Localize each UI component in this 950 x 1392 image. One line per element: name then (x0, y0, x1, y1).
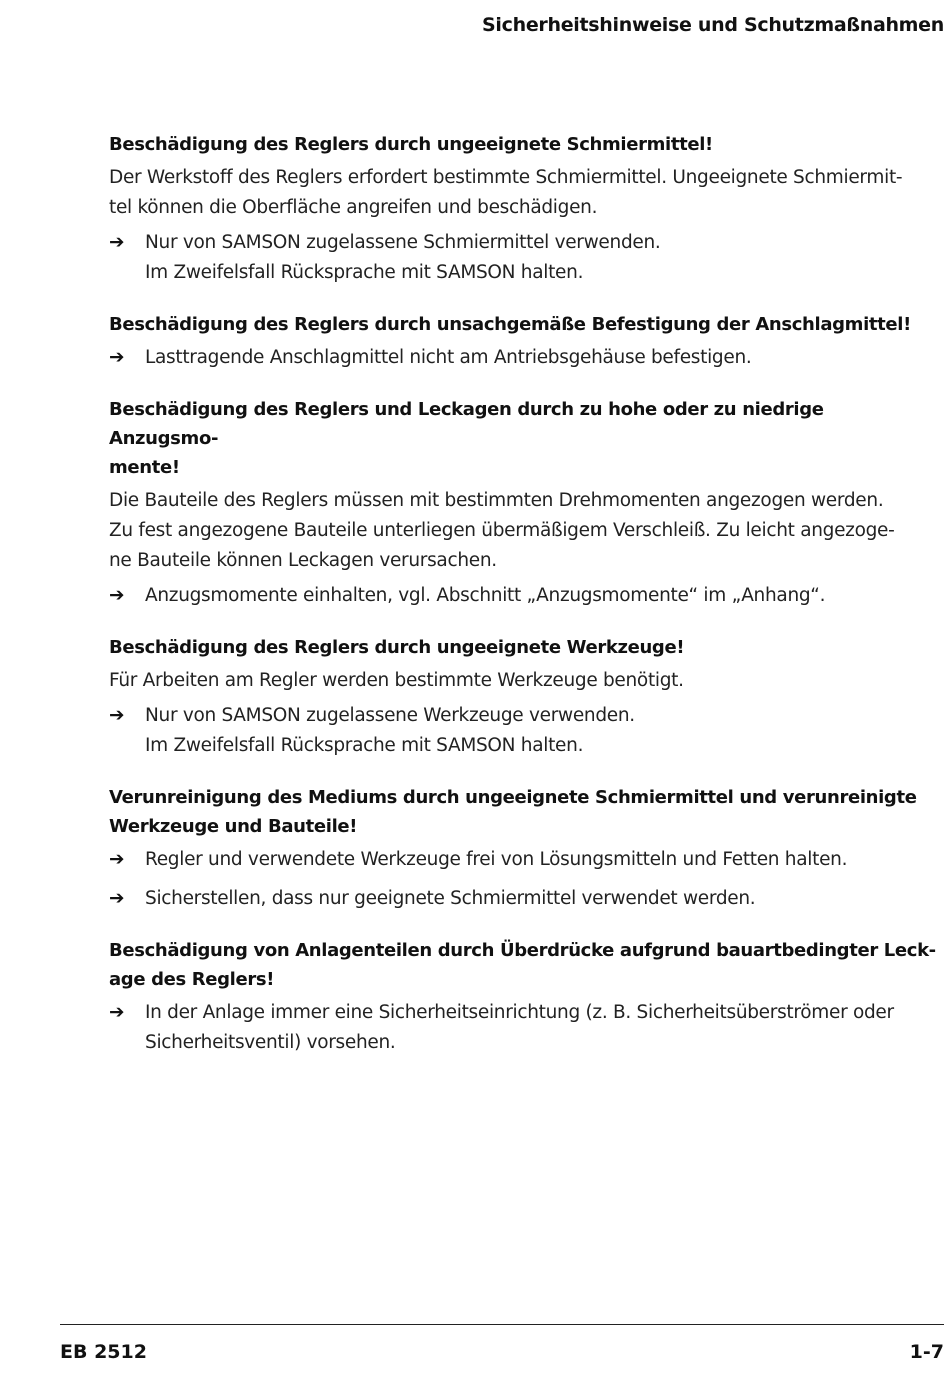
section-heading: Beschädigung des Reglers durch unsachgemäße Befestigung der Anschlagmittel! (109, 314, 911, 335)
bullet-line: Regler und verwendete Werkzeuge frei von Lösungsmitteln und Fetten halten. (145, 849, 848, 870)
bullet-item (109, 701, 937, 761)
bullet-line: Anzugsmomente einhalten, vgl. Abschnitt „Anzugsmomente“ im „Anhang“. (145, 585, 826, 606)
bullet-item (109, 228, 937, 288)
section-heading: Beschädigung des Reglers durch ungeeignete Werkzeuge! (109, 637, 685, 658)
arrow-right-icon: ➔ (109, 585, 125, 606)
bullet-line: Nur von SAMSON zugelassene Werkzeuge verwenden. (145, 705, 635, 726)
paragraph-line: tel können die Oberfläche angreifen und beschädigen. (109, 197, 598, 218)
footer-page-number: 1-7 (909, 1341, 944, 1363)
bullet-line: Im Zweifelsfall Rücksprache mit SAMSON halten. (145, 735, 584, 756)
paragraph-line: Zu fest angezogene Bauteile unterliegen übermäßigem Verschleiß. Zu leicht angezoge- (109, 520, 895, 541)
bullet-line: Lasttragende Anschlagmittel nicht am Antriebsgehäuse befestigen. (145, 347, 752, 368)
arrow-right-icon: ➔ (109, 1002, 125, 1023)
arrow-right-icon: ➔ (109, 849, 125, 870)
section-heading: Beschädigung des Reglers durch ungeeignete Schmiermittel! (109, 134, 713, 155)
bullet-line: In der Anlage immer eine Sicherheitseinrichtung (z. B. Sicherheitsüberströmer oder (145, 1002, 894, 1023)
paragraph-line: Für Arbeiten am Regler werden bestimmte Werkzeuge benötigt. (109, 670, 684, 691)
section-heading (109, 395, 937, 482)
bullet-line: Im Zweifelsfall Rücksprache mit SAMSON halten. (145, 262, 584, 283)
page-content (109, 130, 937, 1080)
bullet-item (109, 343, 937, 373)
header-title: Sicherheitshinweise und Schutzmaßnahmen (482, 14, 944, 36)
section-torque (109, 395, 937, 611)
arrow-right-icon: ➔ (109, 705, 125, 726)
section-paragraph (109, 486, 937, 576)
paragraph-line: Der Werkstoff des Reglers erfordert bestimmte Schmiermittel. Ungeeignete Schmiermit- (109, 167, 903, 188)
section-tools (109, 633, 937, 761)
paragraph-line: ne Bauteile können Leckagen verursachen. (109, 550, 497, 571)
bullet-item (109, 845, 937, 875)
bullet-line: Nur von SAMSON zugelassene Schmiermittel verwenden. (145, 232, 661, 253)
bullet-line: Sicherstellen, dass nur geeignete Schmiermittel verwendet werden. (145, 888, 756, 909)
footer-divider (60, 1324, 944, 1325)
section-contamination (109, 783, 937, 914)
arrow-right-icon: ➔ (109, 888, 125, 909)
heading-line: Werkzeuge und Bauteile! (109, 816, 358, 837)
bullet-line: Sicherheitsventil) vorsehen. (145, 1032, 396, 1053)
heading-line: mente! (109, 457, 180, 478)
arrow-right-icon: ➔ (109, 232, 125, 253)
paragraph-line: Die Bauteile des Reglers müssen mit bestimmten Drehmomenten angezogen werden. (109, 490, 884, 511)
heading-line: Beschädigung von Anlagenteilen durch Überdrücke aufgrund bauartbedingter Leck- (109, 940, 936, 961)
section-lubricant-damage (109, 130, 937, 288)
section-paragraph (109, 666, 937, 696)
heading-line: Verunreinigung des Mediums durch ungeeignete Schmiermittel und verunreinigte (109, 787, 917, 808)
heading-line: age des Reglers! (109, 969, 275, 990)
section-heading (109, 936, 937, 994)
section-paragraph (109, 163, 937, 223)
arrow-right-icon: ➔ (109, 347, 125, 368)
section-overpressure (109, 936, 937, 1058)
footer-doc-id: EB 2512 (60, 1341, 147, 1363)
bullet-item (109, 581, 937, 611)
bullet-item (109, 998, 937, 1058)
section-heading (109, 783, 937, 841)
heading-line: Beschädigung des Reglers und Leckagen durch zu hohe oder zu niedrige Anzugsmo- (109, 399, 824, 449)
section-lifting-gear (109, 310, 937, 373)
bullet-item (109, 884, 937, 914)
